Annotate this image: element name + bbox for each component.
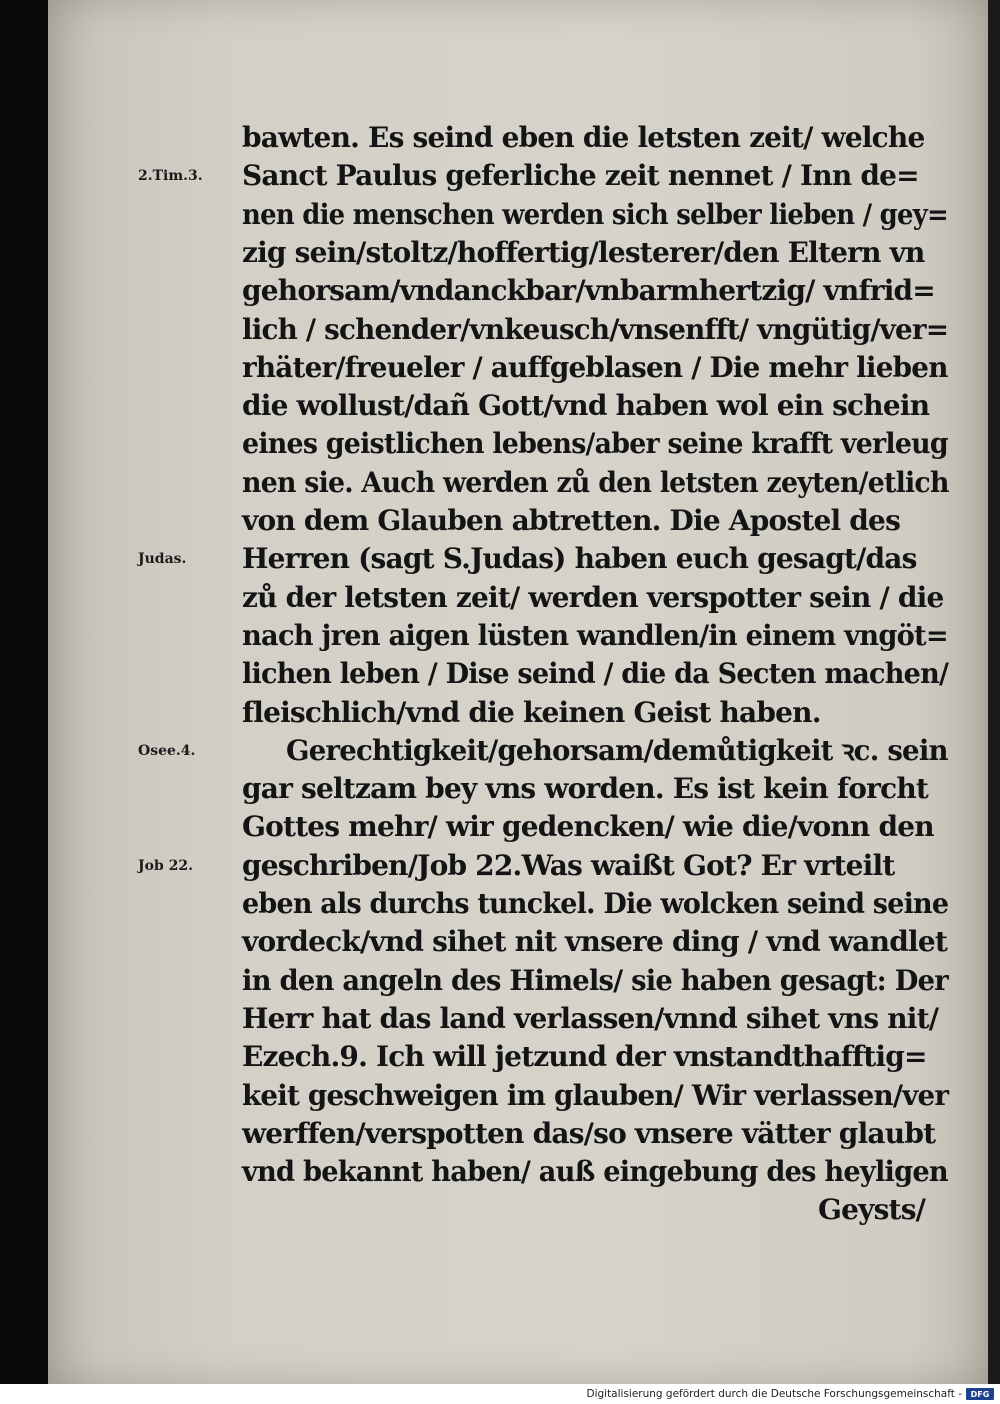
- text-line: vordeck/vnd sihet nit vnsere ding / vnd wandlet: [242, 925, 947, 959]
- text-line: Herr hat das land verlassen/vnnd sihet vns nit/: [242, 1001, 939, 1035]
- text-line: werffen/verspotten das/so vnsere vätter glaubt: [242, 1116, 936, 1150]
- text-line: von dem Glauben abtretten. Die Apostel des: [242, 504, 901, 537]
- text-line: vnd bekannt haben/ auß eingebung des heyligen: [242, 1155, 948, 1189]
- text-line: rhäter/freueler / auffgeblasen / Die mehr lieben: [242, 350, 948, 384]
- text-line: eben als durchs tunckel. Die wolcken seind seine: [242, 887, 949, 920]
- margin-note: Job 22.: [138, 857, 193, 874]
- text-line: nen die menschen werden sich selber lieben / gey=: [242, 197, 949, 231]
- text-line: Ezech.9. Ich will jetzund der vnstandthafftig=: [242, 1040, 927, 1074]
- text-line: zig sein/stoltz/hoffertig/lesterer/den Eltern vn: [242, 235, 925, 269]
- text-line: eines geistlichen lebens/aber seine krafft verleug: [242, 427, 948, 461]
- text-line: Sanct Paulus geferliche zeit nennet / Inn de=: [242, 159, 919, 193]
- text-line: gehorsam/vndanckbar/vnbarmhertzig/ vnfrid=: [242, 274, 935, 308]
- footer-bar: [0, 1384, 1000, 1404]
- margin-note: Osee.4.: [138, 742, 196, 759]
- funding-notice: Digitalisierung gefördert durch die Deutsche Forschungsgemeinschaft -: [586, 1388, 962, 1400]
- text-line: Gottes mehr/ wir gedencken/ wie die/vonn den: [242, 810, 934, 844]
- text-line: keit geschweigen im glauben/ Wir verlassen/ver: [242, 1078, 949, 1112]
- text-line: geschriben/Job 22.Was waißt Got? Er vrteilt: [242, 848, 895, 882]
- text-line: in den angeln des Himels/ sie haben gesagt: Der: [242, 963, 948, 997]
- dfg-logo-icon: DFG: [966, 1388, 994, 1400]
- text-line: die wollust/dañ Gott/vnd haben wol ein schein: [242, 389, 930, 423]
- book-edge: [988, 0, 1000, 1384]
- text-line: nach jren aigen lüsten wandlen/in einem vngöt=: [242, 618, 948, 652]
- text-line: lichen leben / Dise seind / die da Secten machen/: [242, 657, 949, 691]
- text-line: Herren (sagt S.Judas) haben euch gesagt/das: [242, 542, 917, 576]
- text-line: Geysts/: [818, 1193, 926, 1227]
- text-line: nen sie. Auch werden zů den letsten zeyten/etlich: [242, 465, 949, 499]
- margin-note: Judas.: [138, 551, 187, 568]
- margin-note: 2.Tim.3.: [138, 168, 203, 185]
- text-line: bawten. Es seind eben die letsten zeit/ welche: [242, 121, 925, 154]
- text-line: Gerechtigkeit/gehorsam/demůtigkeit ꝛc. sein: [286, 733, 948, 767]
- text-line: zů der letsten zeit/ werden verspotter sein / die: [242, 580, 944, 614]
- text-line: gar seltzam bey vns worden. Es ist kein forcht: [242, 772, 929, 806]
- text-line: lich / schender/vnkeusch/vnsenfft/ vngütig/ver=: [242, 312, 949, 346]
- text-line: fleischlich/vnd die keinen Geist haben.: [242, 695, 821, 729]
